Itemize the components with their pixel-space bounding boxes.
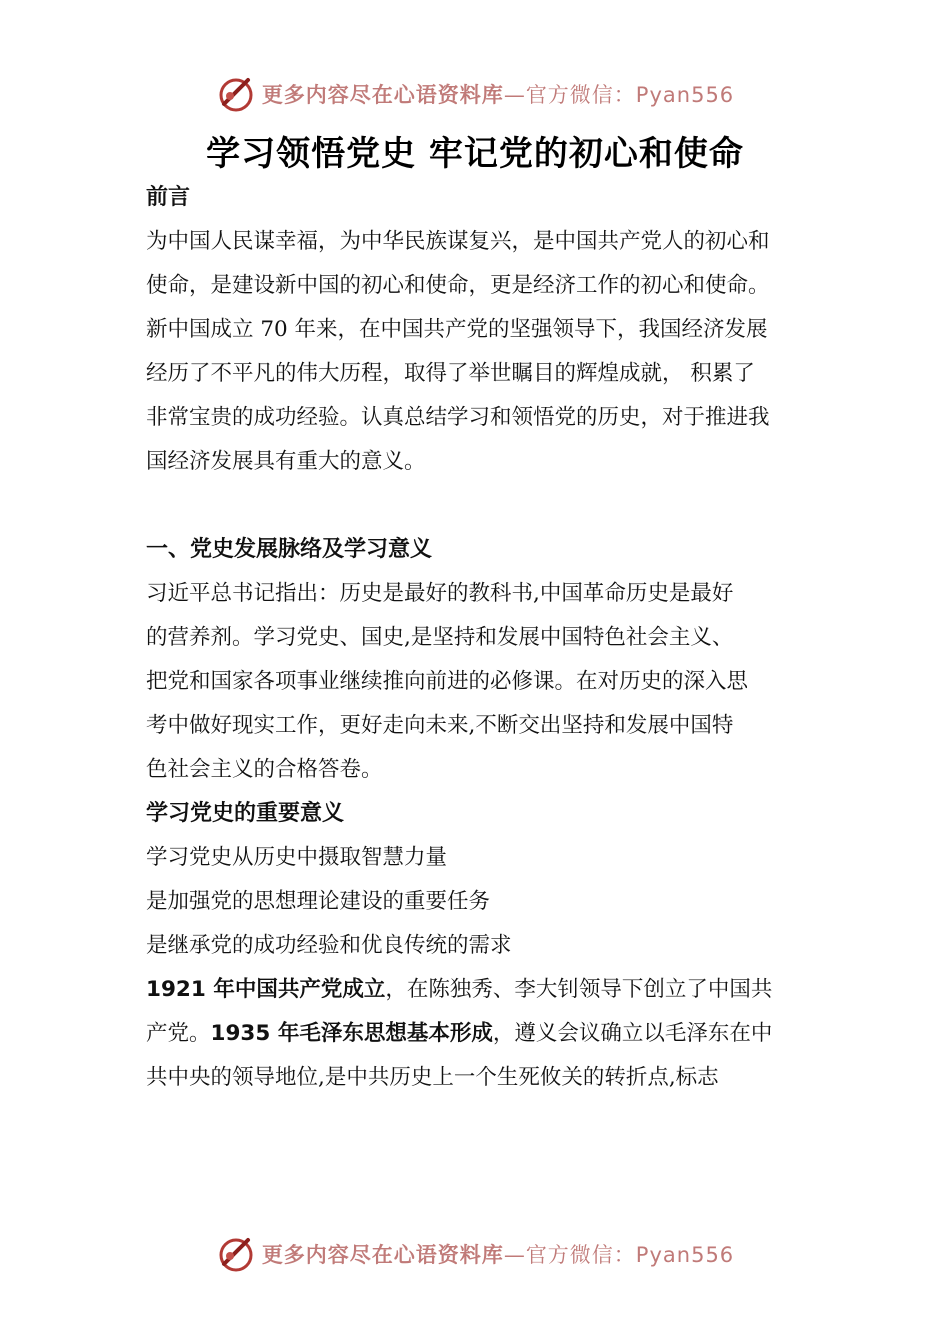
- list-item: 学习党史从历史中摄取智慧力量: [146, 845, 448, 870]
- document-body: [146, 176, 826, 1100]
- paragraph-line: 使命，是建设新中国的初心和使命，更是经济工作的初心和使命。: [146, 273, 770, 298]
- banner-text: 更多内容尽在心语资料库—官方微信：Pyan556: [261, 83, 735, 107]
- paragraph-line: 产党。1935 年毛泽东思想基本形成，遵义会议确立以毛泽东在中: [146, 1021, 773, 1046]
- milestone-1921: 1921 年中国共产党成立: [146, 977, 386, 1002]
- banner-text: 更多内容尽在心语资料库—官方微信：Pyan556: [261, 1243, 735, 1267]
- paragraph-line: 习近平总书记指出：历史是最好的教科书,中国革命历史是最好: [146, 581, 734, 606]
- list-item: 是继承党的成功经验和优良传统的需求: [146, 933, 512, 958]
- history-paragraph: [146, 968, 826, 1100]
- paragraph-line: 新中国成立 70 年来，在中国共产党的坚强领导下，我国经济发展: [146, 317, 768, 342]
- list-item: 是加强党的思想理论建设的重要任务: [146, 889, 491, 914]
- section-paragraph: [146, 572, 826, 792]
- paragraph-line: 色社会主义的合格答卷。: [146, 757, 383, 782]
- milestone-1935: 1935 年毛泽东思想基本形成: [210, 1021, 493, 1046]
- paragraph-line: 为中国人民谋幸福，为中华民族谋复兴，是中国共产党人的初心和: [146, 229, 770, 254]
- footer-banner: [0, 1232, 950, 1276]
- brush-logo-icon: [216, 74, 256, 114]
- document-title: 学习领悟党史 牢记党的初心和使命: [206, 134, 744, 174]
- paragraph-line: 1921 年中国共产党成立，在陈独秀、李大钊领导下创立了中国共: [146, 977, 773, 1002]
- preface-paragraph: [146, 220, 826, 484]
- blank-line: [146, 484, 826, 528]
- header-banner: [0, 72, 950, 116]
- paragraph-line: 经历了不平凡的伟大历程，取得了举世瞩目的辉煌成就， 积累了: [146, 361, 755, 386]
- preface-heading: 前言: [146, 185, 191, 210]
- paragraph-line: 非常宝贵的成功经验。认真总结学习和领悟党的历史，对于推进我: [146, 405, 770, 430]
- paragraph-line: 把党和国家各项事业继续推向前进的必修课。在对历史的深入思: [146, 669, 749, 694]
- paragraph-line: 考中做好现实工作，更好走向未来,不断交出坚持和发展中国特: [146, 713, 734, 738]
- brush-logo-icon: [216, 1234, 256, 1274]
- subsection-heading: 学习党史的重要意义: [146, 801, 345, 826]
- importance-list: [146, 836, 826, 968]
- paragraph-line: 共中央的领导地位,是中共历史上一个生死攸关的转折点,标志: [146, 1065, 719, 1090]
- paragraph-line: 国经济发展具有重大的意义。: [146, 449, 426, 474]
- paragraph-line: 的营养剂。学习党史、国史,是坚持和发展中国特色社会主义、: [146, 625, 734, 650]
- section-heading: 一、党史发展脉络及学习意义: [146, 537, 433, 562]
